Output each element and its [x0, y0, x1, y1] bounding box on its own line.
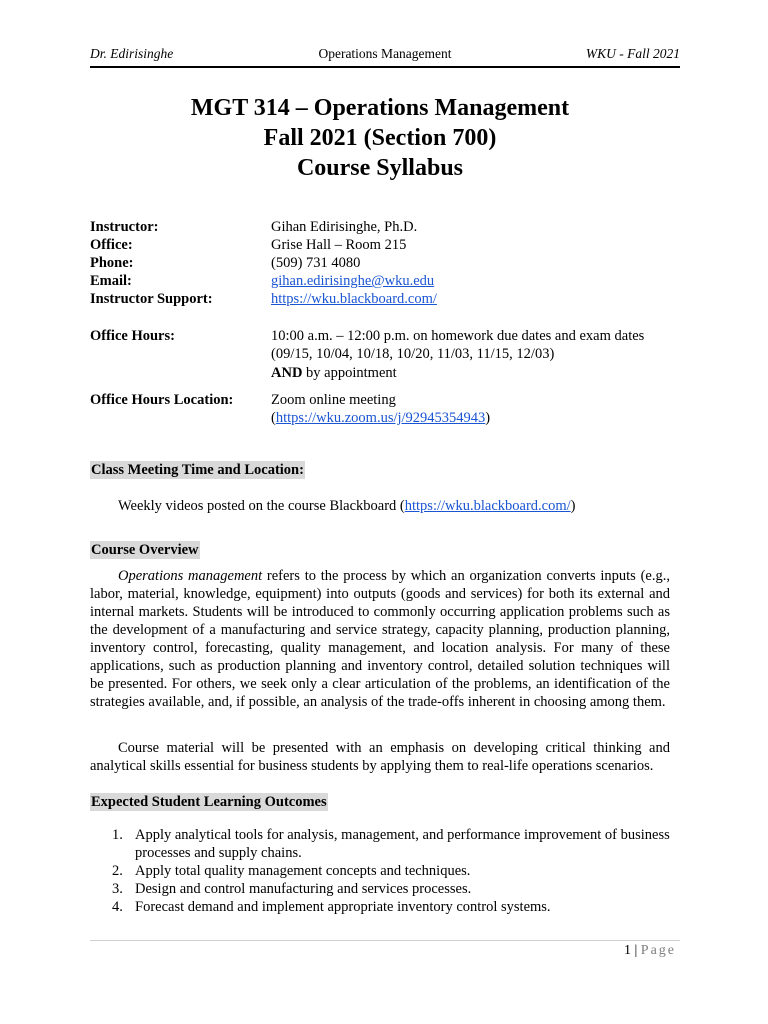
header-term: WKU - Fall 2021	[585, 46, 680, 61]
page-number: 1	[623, 943, 631, 958]
document-title	[90, 93, 670, 183]
instructor-value: Gihan Edirisinghe, Ph.D.	[271, 219, 418, 235]
title-line-syllabus: Course Syllabus	[296, 155, 464, 181]
paren-close: )	[485, 410, 491, 426]
header-course: Operations Management	[318, 46, 452, 61]
office-hours-location	[90, 391, 690, 431]
header-rule	[90, 66, 680, 68]
page-footer	[624, 943, 676, 959]
overview-paragraph-2	[90, 739, 670, 775]
zoom-link-line	[271, 409, 490, 427]
paren-open: (	[271, 410, 276, 426]
location-value: Zoom online meeting	[271, 392, 396, 408]
office-label: Office:	[90, 237, 133, 253]
item-number: 2.	[112, 863, 123, 879]
class-meeting-close: )	[570, 498, 576, 514]
email-link[interactable]: gihan.edirisinghe@wku.edu	[271, 273, 435, 289]
item-number: 4.	[112, 899, 123, 915]
office-hours	[90, 327, 690, 383]
overview-p2-text: Course material will be presented with an emphasis on developing critical thinking and analytical skills essential for business students by applying them to real-life operations scenarios.	[90, 740, 670, 774]
course-overview-heading: Course Overview	[91, 542, 199, 558]
location-label: Office Hours Location:	[90, 392, 234, 408]
phone-value: (509) 731 4080	[271, 255, 361, 271]
running-header	[90, 46, 680, 66]
list-item	[90, 880, 670, 898]
appointment-text: by appointment	[302, 365, 397, 381]
item-number: 3.	[112, 881, 123, 897]
list-item	[90, 862, 670, 880]
office-hours-times: 10:00 a.m. – 12:00 p.m. on homework due dates and exam dates	[271, 328, 645, 344]
item-text: Apply total quality management concepts and techniques.	[135, 863, 471, 879]
item-text: Design and control manufacturing and services processes.	[135, 881, 472, 897]
class-meeting-desc: Weekly videos posted on the course Blackboard (	[118, 498, 405, 514]
phone-label: Phone:	[90, 255, 134, 271]
header-author: Dr. Edirisinghe	[90, 46, 174, 61]
overview-paragraph-1	[90, 567, 670, 711]
zoom-link[interactable]: https://wku.zoom.us/j/92945354943	[275, 410, 486, 426]
item-text: Forecast demand and implement appropriate inventory control systems.	[135, 899, 551, 915]
list-item	[90, 826, 670, 862]
office-value: Grise Hall – Room 215	[271, 237, 407, 253]
page-separator: |	[630, 943, 641, 958]
overview-p1-text: refers to the process by which an organization converts inputs (e.g., labor, material, knowledge, equipment) into outputs (goods and services) for both its external and internal markets. Students will be introduced to commonly occurring application problems such as the development of a manufacturing and service strategy, capacity planning, production planning, inventory control, forecasting, quality management, and location analysis. For many of these applications, such as production planning and inventory control, detailed solution techniques will be presented. For others, we seek only a clear articulation of the problems, an identification of the strategies available, and, if possible, an analysis of the trade-offs inherent in choosing among them.	[90, 568, 670, 710]
item-number: 1.	[112, 827, 123, 843]
office-hours-label: Office Hours:	[90, 328, 175, 344]
and-emphasis: AND	[271, 365, 303, 381]
item-text: Apply analytical tools for analysis, management, and performance improvement of business processes and supply chains.	[135, 827, 670, 861]
office-hours-appointment	[271, 364, 397, 382]
email-label: Email:	[90, 273, 132, 289]
support-label: Instructor Support:	[90, 291, 213, 307]
instructor-info	[90, 218, 690, 308]
office-hours-dates: (09/15, 10/04, 10/18, 10/20, 11/03, 11/15, 12/03)	[271, 346, 555, 362]
class-meeting-text	[90, 497, 670, 515]
outcomes-list	[90, 826, 670, 916]
blackboard-link[interactable]: https://wku.blackboard.com/	[271, 291, 437, 307]
class-meeting-heading: Class Meeting Time and Location:	[91, 462, 304, 478]
list-item	[90, 898, 670, 916]
class-blackboard-link[interactable]: https://wku.blackboard.com/	[404, 498, 571, 514]
title-line-term: Fall 2021 (Section 700)	[263, 125, 497, 151]
page-label: Page	[640, 943, 676, 958]
outcomes-heading: Expected Student Learning Outcomes	[91, 794, 327, 810]
instructor-label: Instructor:	[90, 219, 159, 235]
title-line-course: MGT 314 – Operations Management	[190, 95, 570, 121]
footer-rule	[90, 940, 680, 941]
operations-management-term: Operations management	[118, 568, 263, 584]
